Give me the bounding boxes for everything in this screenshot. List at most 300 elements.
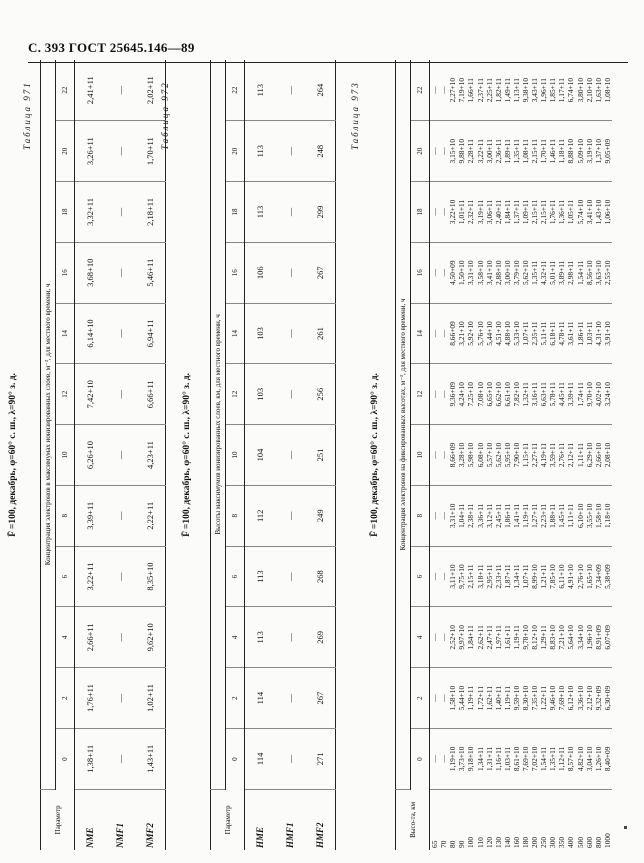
- table-cell: —: [275, 182, 305, 243]
- column-header: 10: [411, 425, 430, 486]
- table-cell: 2,55+10: [603, 242, 612, 303]
- page-header: [28, 40, 195, 56]
- table-cell: 261: [305, 303, 336, 364]
- table-row: [566, 60, 575, 850]
- group-header: Высоты максимумов ионизированных слоев, км, для местного времени, ч: [211, 60, 226, 789]
- table-row: [576, 60, 585, 850]
- table-cell: 9,38+10: [521, 60, 530, 121]
- table-cell: 2,45+11: [494, 485, 503, 546]
- table-cell: 6,62+10: [494, 364, 503, 425]
- column-header: 18: [411, 182, 430, 243]
- table-cell: —: [430, 425, 440, 486]
- table-cell: 1,37+10: [594, 121, 603, 182]
- row-label: HMF1: [285, 822, 295, 848]
- table-cell: 2,36+11: [494, 121, 503, 182]
- table-cell: 1,21+11: [539, 546, 548, 607]
- row-label: 250: [539, 836, 549, 848]
- row-label: 500: [575, 836, 585, 848]
- row-label: 200: [530, 836, 540, 848]
- table-cell: —: [275, 728, 305, 789]
- table-row: [539, 60, 548, 850]
- table-cell: 1,13+11: [512, 60, 521, 121]
- table-cell: 4,19+11: [539, 425, 548, 486]
- table-972-label: Таблица 972: [160, 81, 170, 150]
- table-cell: 2,38+11: [466, 485, 475, 546]
- table-cell: 3,80+10: [576, 60, 585, 121]
- table-cell: 1,54+11: [576, 242, 585, 303]
- table-cell: 7,21+10: [557, 607, 566, 668]
- table-cell: 1,40+11: [494, 668, 503, 729]
- table-cell: 2,47+11: [485, 607, 494, 668]
- table-cell: 5,57+10: [485, 425, 494, 486]
- table-cell: 3,18+11: [475, 546, 484, 607]
- table-cell: 3,00+11: [485, 121, 494, 182]
- column-header: 22: [56, 60, 75, 121]
- table-cell: 103: [245, 364, 276, 425]
- column-header: 18: [56, 182, 75, 243]
- table-cell: 1,35+11: [548, 728, 557, 789]
- table-cell: 299: [305, 182, 336, 243]
- table-cell: —: [105, 121, 135, 182]
- table-cell: 268: [305, 546, 336, 607]
- table-cell: 1,19+10: [448, 728, 457, 789]
- table-cell: —: [430, 668, 440, 729]
- table-cell: —: [105, 607, 135, 668]
- table-cell: 1,01+11: [457, 182, 466, 243]
- table-cell: —: [430, 242, 440, 303]
- table-cell: 6,63+11: [539, 364, 548, 425]
- column-header: 4: [56, 607, 75, 668]
- table-cell: 1,19+11: [503, 668, 512, 729]
- table-cell: 1,84+11: [503, 182, 512, 243]
- table-cell: —: [275, 364, 305, 425]
- table-cell: 2,15+11: [539, 182, 548, 243]
- table-cell: —: [439, 60, 448, 121]
- table-cell: 1,12+11: [557, 728, 566, 789]
- column-header: 4: [226, 607, 245, 668]
- column-header: 2: [226, 668, 245, 729]
- table-cell: 3,31+10: [448, 485, 457, 546]
- table-cell: 1,15+11: [521, 425, 530, 486]
- table-cell: 1,61+11: [503, 607, 512, 668]
- table-row: [521, 60, 530, 850]
- table-cell: 3,59+11: [548, 425, 557, 486]
- column-header: 20: [226, 121, 245, 182]
- table-cell: 1,84+11: [466, 607, 475, 668]
- table-cell: 2,10+10: [585, 60, 594, 121]
- table-cell: 113: [245, 607, 276, 668]
- table-cell: 2,12+11: [566, 425, 575, 486]
- table-cell: 9,70+10: [585, 364, 594, 425]
- table-cell: 6,94+11: [135, 303, 166, 364]
- table-cell: 2,76+11: [557, 425, 566, 486]
- table-cell: 3,34+10: [576, 607, 585, 668]
- table-cell: —: [430, 485, 440, 546]
- table-cell: 249: [305, 485, 336, 546]
- table-cell: 2,32+11: [466, 182, 475, 243]
- table-cell: 3,22+10: [448, 182, 457, 243]
- table-cell: 7,69+10: [557, 668, 566, 729]
- table-cell: 5,64+10: [566, 607, 575, 668]
- row-label: NME: [85, 827, 95, 848]
- table-cell: 7,35+10: [530, 668, 539, 729]
- table-cell: 5,01+11: [548, 242, 557, 303]
- table-cell: 4,32+11: [539, 242, 548, 303]
- table-cell: —: [430, 60, 440, 121]
- table-cell: 1,50+10: [457, 242, 466, 303]
- table-cell: 4,51+10: [494, 303, 503, 364]
- row-label: 300: [548, 836, 558, 848]
- table-cell: 1,05+11: [566, 182, 575, 243]
- row-label: 80: [448, 840, 458, 848]
- table-cell: 1,04+11: [457, 485, 466, 546]
- row-label: 800: [593, 836, 603, 848]
- table-cell: 2,95+11: [485, 546, 494, 607]
- table-cell: —: [430, 303, 440, 364]
- table-973-label: Таблица 973: [350, 81, 360, 150]
- table-cell: 2,15+11: [530, 182, 539, 243]
- table-cell: 2,28+11: [466, 121, 475, 182]
- table-row: [457, 60, 466, 850]
- table-cell: 1,06+10: [603, 182, 612, 243]
- table-971-label: Таблица 971: [22, 81, 32, 150]
- table-971-caption: F̄ =100, декабрь, φ=60° с. ш., λ=90° з. д.: [8, 373, 18, 537]
- table-cell: 271: [305, 728, 336, 789]
- table-cell: 3,63+10: [594, 242, 603, 303]
- row-label: 120: [484, 836, 494, 848]
- table-cell: 1,72+11: [475, 668, 484, 729]
- table-cell: —: [105, 364, 135, 425]
- table-cell: 8,35+10: [135, 546, 166, 607]
- column-header: 10: [56, 425, 75, 486]
- table-cell: 3,58+10: [475, 242, 484, 303]
- table-cell: 1,65+10: [585, 546, 594, 607]
- table-cell: 4,24+10: [457, 364, 466, 425]
- table-cell: 6,30+09: [603, 668, 612, 729]
- page-reference: С. 393 ГОСТ 25645.146—89: [28, 40, 195, 55]
- column-header: 8: [411, 485, 430, 546]
- table-cell: 2,22+11: [135, 485, 166, 546]
- table-cell: 3,21+10: [457, 303, 466, 364]
- row-label: 130: [493, 836, 503, 848]
- table-cell: 3,00+10: [503, 242, 512, 303]
- column-header: 20: [411, 121, 430, 182]
- table-cell: —: [439, 242, 448, 303]
- table-row: [305, 60, 336, 850]
- row-label: HME: [255, 826, 265, 848]
- table-cell: 7,02+10: [530, 728, 539, 789]
- table-cell: 6,14+10: [75, 303, 106, 364]
- table-cell: —: [105, 182, 135, 243]
- table-cell: —: [275, 485, 305, 546]
- table-cell: 4,23+11: [135, 425, 166, 486]
- group-header: Концентрация электронов в максимумах ионизированных слоев, м⁻³, для местного времени, ч: [41, 60, 56, 789]
- table-cell: 114: [245, 668, 276, 729]
- table-cell: 6,66+11: [135, 364, 166, 425]
- table-cell: 5,92+10: [466, 303, 475, 364]
- table-cell: 8,40+09: [603, 728, 612, 789]
- table-cell: 3,16+11: [530, 364, 539, 425]
- table-cell: —: [439, 485, 448, 546]
- table-cell: 6,07+09: [603, 607, 612, 668]
- table-972: [210, 60, 336, 850]
- table-cell: 1,35+11: [530, 242, 539, 303]
- row-label: 110: [475, 837, 485, 848]
- table-cell: —: [439, 303, 448, 364]
- table-cell: 1,70+11: [539, 121, 548, 182]
- table-cell: 256: [305, 364, 336, 425]
- row-label: 180: [520, 836, 530, 848]
- table-cell: 269: [305, 607, 336, 668]
- column-header: 12: [411, 364, 430, 425]
- column-header: 16: [226, 242, 245, 303]
- table-cell: 3,31+10: [466, 242, 475, 303]
- table-cell: 3,04+10: [585, 728, 594, 789]
- table-cell: 103: [245, 303, 276, 364]
- table-cell: 8,99+10: [530, 546, 539, 607]
- table-cell: 4,31+10: [594, 303, 603, 364]
- table-cell: —: [105, 546, 135, 607]
- table-cell: 2,66+10: [594, 425, 603, 486]
- table-row: [503, 60, 512, 850]
- table-cell: —: [275, 546, 305, 607]
- table-cell: 1,66+11: [466, 60, 475, 121]
- table-cell: 2,35+11: [530, 303, 539, 364]
- table-cell: 3,41+10: [585, 182, 594, 243]
- table-cell: 5,98+10: [466, 425, 475, 486]
- table-cell: 3,73+10: [457, 728, 466, 789]
- table-cell: 5,46+11: [135, 242, 166, 303]
- table-row: [466, 60, 475, 850]
- rotated-tables-block: [8, 60, 620, 850]
- table-cell: 2,98+11: [566, 242, 575, 303]
- table-cell: 2,66+11: [75, 607, 106, 668]
- table-cell: —: [430, 182, 440, 243]
- table-cell: —: [275, 303, 305, 364]
- table-cell: 3,43+11: [530, 60, 539, 121]
- table-cell: 2,37+11: [475, 60, 484, 121]
- table-cell: 8,91+09: [594, 607, 603, 668]
- column-header: 4: [411, 607, 430, 668]
- table-cell: —: [275, 607, 305, 668]
- table-row: [135, 60, 166, 850]
- table-cell: 5,62+10: [494, 425, 503, 486]
- table-row: [594, 60, 603, 850]
- table-cell: 9,32+09: [594, 668, 603, 729]
- table-cell: 1,49+11: [503, 60, 512, 121]
- table-cell: 7,19+10: [457, 60, 466, 121]
- row-label: NMF1: [115, 822, 125, 848]
- table-cell: 7,08+10: [475, 364, 484, 425]
- table-cell: 2,88+10: [494, 242, 503, 303]
- table-cell: 1,36+11: [557, 182, 566, 243]
- table-cell: —: [430, 607, 440, 668]
- table-row: [275, 60, 305, 850]
- table-cell: 1,76+11: [548, 182, 557, 243]
- table-cell: 2,12+10: [585, 668, 594, 729]
- table-cell: 6,29+10: [585, 425, 594, 486]
- table-cell: 1,97+11: [494, 607, 503, 668]
- table-cell: 114: [245, 728, 276, 789]
- table-cell: 3,11+10: [448, 546, 457, 607]
- table-cell: —: [430, 728, 440, 789]
- table-cell: 5,44+10: [457, 668, 466, 729]
- table-cell: 2,76+10: [576, 546, 585, 607]
- table-cell: 1,96+11: [539, 60, 548, 121]
- table-row: [557, 60, 566, 850]
- table-cell: 3,41+10: [485, 242, 494, 303]
- table-cell: —: [275, 60, 305, 121]
- column-header: 22: [226, 60, 245, 121]
- table-cell: 1,41+11: [512, 485, 521, 546]
- table-cell: 5,09+10: [576, 121, 585, 182]
- table-cell: 6,18+11: [548, 303, 557, 364]
- column-header: Высо-та, км: [396, 789, 430, 850]
- table-cell: 6,12+10: [566, 668, 575, 729]
- table-cell: 5,44+10: [485, 303, 494, 364]
- table-cell: 267: [305, 242, 336, 303]
- table-cell: 8,66+09: [448, 303, 457, 364]
- table-cell: —: [275, 668, 305, 729]
- table-cell: 1,37+11: [512, 182, 521, 243]
- table-cell: —: [439, 425, 448, 486]
- table-cell: 6,61+10: [503, 364, 512, 425]
- column-header: Параметр: [41, 789, 75, 850]
- table-cell: 1,18+10: [603, 485, 612, 546]
- table-cell: 1,87+11: [503, 546, 512, 607]
- table-cell: 248: [305, 121, 336, 182]
- table-cell: —: [439, 728, 448, 789]
- table-cell: 113: [245, 60, 276, 121]
- table-971: [40, 60, 166, 850]
- table-cell: 1,29+11: [539, 607, 548, 668]
- table-cell: —: [105, 668, 135, 729]
- table-cell: 1,46+11: [548, 121, 557, 182]
- table-cell: 113: [245, 121, 276, 182]
- table-cell: 1,96+10: [585, 607, 594, 668]
- table-cell: 1,35+11: [512, 121, 521, 182]
- table-cell: 6,11+10: [557, 546, 566, 607]
- table-cell: 1,16+11: [494, 728, 503, 789]
- table-cell: 9,05+09: [603, 121, 612, 182]
- table-cell: —: [105, 303, 135, 364]
- table-972-caption: F̄ =100, декабрь, φ=60° с. ш., λ=90° з. д.: [182, 373, 192, 537]
- table-cell: 2,18+11: [135, 182, 166, 243]
- page-speck: [624, 826, 627, 829]
- column-header: 12: [226, 364, 245, 425]
- row-label: HMF2: [315, 822, 325, 848]
- table-row: [494, 60, 503, 850]
- table-cell: —: [105, 728, 135, 789]
- table-cell: 2,40+11: [494, 182, 503, 243]
- table-cell: —: [105, 485, 135, 546]
- table-cell: 1,85+11: [548, 60, 557, 121]
- table-cell: 5,11+11: [539, 303, 548, 364]
- table-cell: 3,12+11: [485, 485, 494, 546]
- table-cell: 2,23+11: [539, 485, 548, 546]
- table-cell: 7,90+10: [512, 425, 521, 486]
- column-header: 10: [226, 425, 245, 486]
- table-cell: 1,43+10: [594, 182, 603, 243]
- table-cell: 1,86+11: [576, 303, 585, 364]
- table-cell: 1,19+11: [466, 668, 475, 729]
- table-cell: —: [430, 364, 440, 425]
- table-cell: 9,59+10: [512, 668, 521, 729]
- table-cell: 1,43+11: [135, 728, 166, 789]
- table-cell: 1,08+11: [521, 121, 530, 182]
- table-cell: 1,07+11: [521, 546, 530, 607]
- table-cell: 7,42+10: [75, 364, 106, 425]
- column-header: 14: [226, 303, 245, 364]
- table-cell: 3,26+11: [75, 121, 106, 182]
- table-cell: 3,22+11: [475, 121, 484, 182]
- column-header: 16: [56, 242, 75, 303]
- column-header: 14: [411, 303, 430, 364]
- table-cell: 5,78+11: [548, 364, 557, 425]
- table-cell: 251: [305, 425, 336, 486]
- table-cell: 3,15+10: [448, 121, 457, 182]
- table-cell: 1,58+10: [448, 668, 457, 729]
- table-cell: 8,88+10: [566, 121, 575, 182]
- column-header: 6: [56, 546, 75, 607]
- row-label: 600: [584, 836, 594, 848]
- table-cell: 9,75+10: [457, 546, 466, 607]
- column-header: Параметр: [211, 789, 245, 850]
- table-cell: 6,65+10: [485, 364, 494, 425]
- column-header: 6: [411, 546, 430, 607]
- table-cell: 3,19+11: [475, 182, 484, 243]
- row-label: 350: [557, 836, 567, 848]
- table-cell: —: [439, 121, 448, 182]
- row-label: 160: [511, 836, 521, 848]
- row-label: 400: [566, 836, 576, 848]
- table-cell: 1,82+11: [494, 60, 503, 121]
- table-cell: 6,08+10: [475, 425, 484, 486]
- table-cell: 3,36+10: [576, 668, 585, 729]
- table-cell: 2,62+11: [475, 607, 484, 668]
- column-header: 8: [226, 485, 245, 546]
- table-973-caption: F̄ =100, декабрь, φ=60° с. ш., λ=90° з. д.: [370, 373, 380, 537]
- table-cell: —: [105, 60, 135, 121]
- table-cell: 106: [245, 242, 276, 303]
- table-cell: 1,89+11: [503, 121, 512, 182]
- table-cell: 2,33+11: [494, 546, 503, 607]
- table-row: [439, 60, 448, 850]
- table-cell: 1,11+11: [566, 485, 575, 546]
- table-cell: 112: [245, 485, 276, 546]
- table-cell: 4,82+10: [576, 728, 585, 789]
- table-cell: 9,46+10: [548, 668, 557, 729]
- table-cell: 1,17+11: [557, 60, 566, 121]
- table-cell: 8,83+10: [548, 607, 557, 668]
- column-header: 2: [411, 668, 430, 729]
- table-cell: —: [430, 121, 440, 182]
- table-cell: 5,95+10: [503, 425, 512, 486]
- table-cell: 5,62+10: [521, 242, 530, 303]
- table-cell: 3,32+11: [75, 182, 106, 243]
- table-cell: 3,55+10: [585, 485, 594, 546]
- row-label: 65: [430, 840, 440, 848]
- row-label: NMF2: [145, 822, 155, 848]
- table-cell: 1,19+11: [521, 485, 530, 546]
- table-cell: 3,22+11: [75, 546, 106, 607]
- table-cell: 6,26+10: [75, 425, 106, 486]
- table-cell: 1,88+11: [548, 485, 557, 546]
- column-header: 8: [56, 485, 75, 546]
- table-cell: 1,03+11: [503, 728, 512, 789]
- table-cell: 1,18+11: [557, 121, 566, 182]
- table-cell: 1,70+11: [135, 121, 166, 182]
